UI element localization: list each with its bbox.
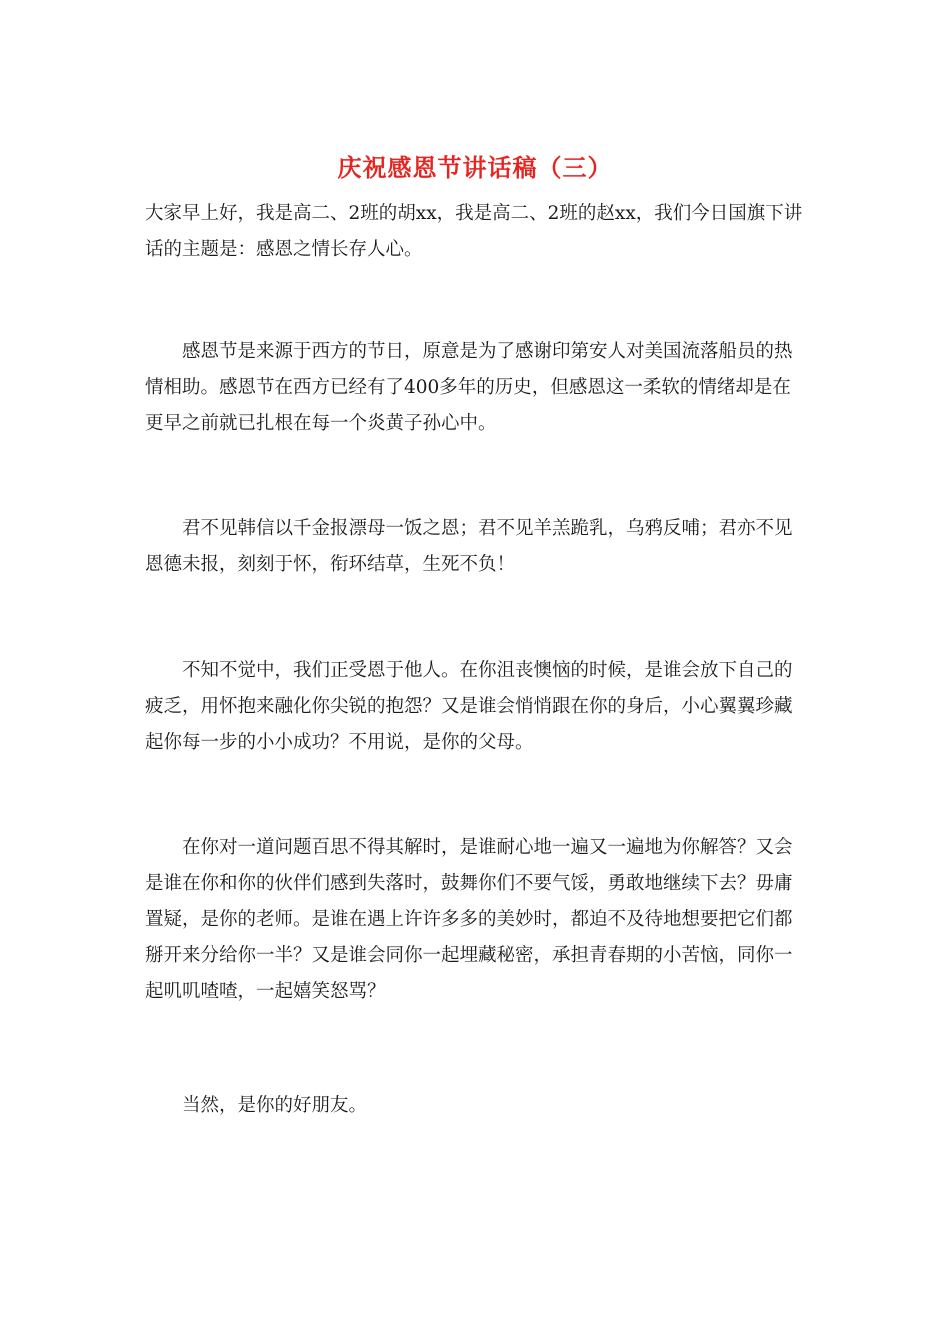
paragraph-allusions: 君不见韩信以千金报漂母一饭之恩；君不见羊羔跪乳，乌鸦反哺；君亦不见恩德未报，刻刻于怀，衔环结草，生死不负！ [145,518,793,575]
paragraph-origin: 感恩节是来源于西方的节日，原意是为了感谢印第安人对美国流落船员的热情相助。感恩节在西方已经有了400多年的历史，但感恩这一柔软的情绪却是在更早之前就已扎根在每一个炎黄子孙心中。 [145,341,793,434]
paragraph-parents: 不知不觉中，我们正受恩于他人。在你沮丧懊恼的时候，是谁会放下自己的疲乏，用怀抱来融化你尖锐的抱怨？又是谁会悄悄跟在你的身后，小心翼翼珍藏起你每一步的小小成功？不用说，是你的父母。 [145,660,793,753]
paragraph-greeting: 大家早上好，我是高二、2班的胡xx，我是高二、2班的赵xx，我们今日国旗下讲话的主题是：感恩之情长存人心。 [145,203,803,260]
paragraph-teachers-friends: 在你对一道问题百思不得其解时，是谁耐心地一遍又一遍地为你解答？又会是谁在你和你的伙伴们感到失落时，鼓舞你们不要气馁，勇敢地继续下去？毋庸置疑，是你的老师。是谁在遇上许许多多的美妙时，都迫不及待地想要把它们都掰开来分给你一半？又是谁会同你一起埋藏秘密，承担青春期的小苦恼，同你一起叽叽喳喳，一起嬉笑怒骂？ [145,837,793,1002]
paragraph-conclusion: 当然，是你的好朋友。 [182,1095,368,1116]
document-title: 庆祝感恩节讲话稿（三） [337,153,613,182]
